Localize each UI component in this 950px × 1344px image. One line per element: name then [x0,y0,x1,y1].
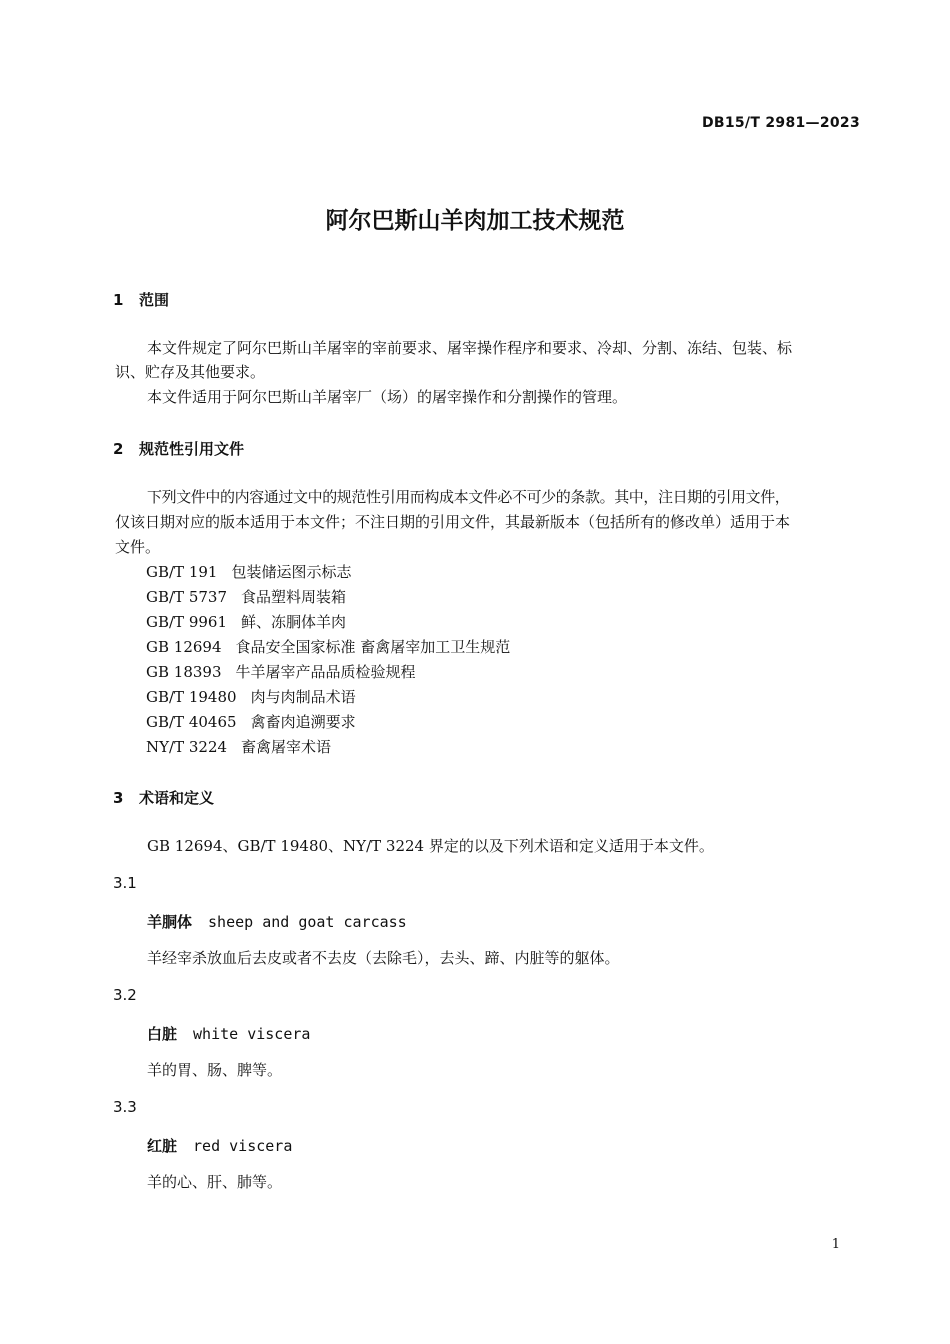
reference-code: GB/T 5737 [146,588,228,606]
term-entry [147,1023,310,1044]
reference-name: 食品塑料周装箱 [241,588,347,606]
reference-code: GB/T 40465 [146,713,237,731]
term-english: sheep and goat carcass [208,913,407,931]
term-english: red viscera [193,1137,293,1155]
reference-name: 包装储运图示标志 [231,563,352,581]
section-title: 术语和定义 [139,789,215,807]
reference-item [146,611,346,632]
document-number: DB15/T 2981—2023 [701,115,860,131]
term-definition: 羊的胃、肠、脾等。 [147,1061,283,1079]
reference-name: 禽畜肉追溯要求 [250,713,356,731]
paragraph: GB 12694、GB/T 19480、NY/T 3224 界定的以及下列术语和定义适用于本文件。 [147,837,714,855]
term-entry [147,1135,292,1156]
term-entry [147,911,407,932]
section-1-heading [113,289,169,310]
reference-code: GB/T 191 [146,563,218,581]
subsection-number: 3.2 [113,986,137,1004]
subsection-number: 3.3 [113,1098,137,1116]
reference-code: GB 12694 [146,638,222,656]
section-2-heading [113,438,244,459]
paragraph-line: 识、贮存及其他要求。 [115,363,266,381]
reference-name: 鲜、冻胴体羊肉 [241,613,347,631]
paragraph-line: 下列文件中的内容通过文中的规范性引用而构成本文件必不可少的条款。其中，注日期的引用文件， [147,488,790,506]
section-3-heading [113,787,214,808]
paragraph-line: 仅该日期对应的版本适用于本文件；不注日期的引用文件，其最新版本（包括所有的修改单）适用于本 [115,513,791,531]
section-number: 1 [113,291,124,309]
section-number: 3 [113,789,124,807]
reference-item [146,661,416,682]
paragraph: 本文件适用于阿尔巴斯山羊屠宰厂（场）的屠宰操作和分割操作的管理。 [147,388,628,406]
reference-code: GB/T 9961 [146,613,228,631]
reference-item [146,561,351,582]
reference-name: 牛羊屠宰产品品质检验规程 [235,663,416,681]
reference-code: GB 18393 [146,663,222,681]
paragraph-line: 文件。 [115,538,161,556]
reference-name: 肉与肉制品术语 [250,688,356,706]
term-english: white viscera [193,1025,311,1043]
reference-code: NY/T 3224 [146,738,228,756]
reference-item [146,736,331,757]
section-title: 规范性引用文件 [139,440,245,458]
term-chinese: 白脏 [147,1025,178,1043]
term-definition: 羊经宰杀放血后去皮或者不去皮（去除毛），去头、蹄、内脏等的躯体。 [147,949,620,967]
reference-name: 食品安全国家标准 畜禽屠宰加工卫生规范 [235,638,511,656]
reference-item [146,711,356,732]
term-chinese: 羊胴体 [147,913,193,931]
page-number: 1 [831,1237,840,1252]
term-chinese: 红脏 [147,1137,178,1155]
reference-name: 畜禽屠宰术语 [241,738,332,756]
section-title: 范围 [139,291,170,309]
term-definition: 羊的心、肝、肺等。 [147,1173,283,1191]
document-title: 阿尔巴斯山羊肉加工技术规范 [325,208,625,234]
section-number: 2 [113,440,124,458]
subsection-number: 3.1 [113,874,137,892]
reference-item [146,636,510,657]
reference-code: GB/T 19480 [146,688,237,706]
reference-item [146,686,356,707]
reference-item [146,586,346,607]
paragraph-line: 本文件规定了阿尔巴斯山羊屠宰的宰前要求、屠宰操作程序和要求、冷却、分割、冻结、包装、标 [147,339,793,357]
